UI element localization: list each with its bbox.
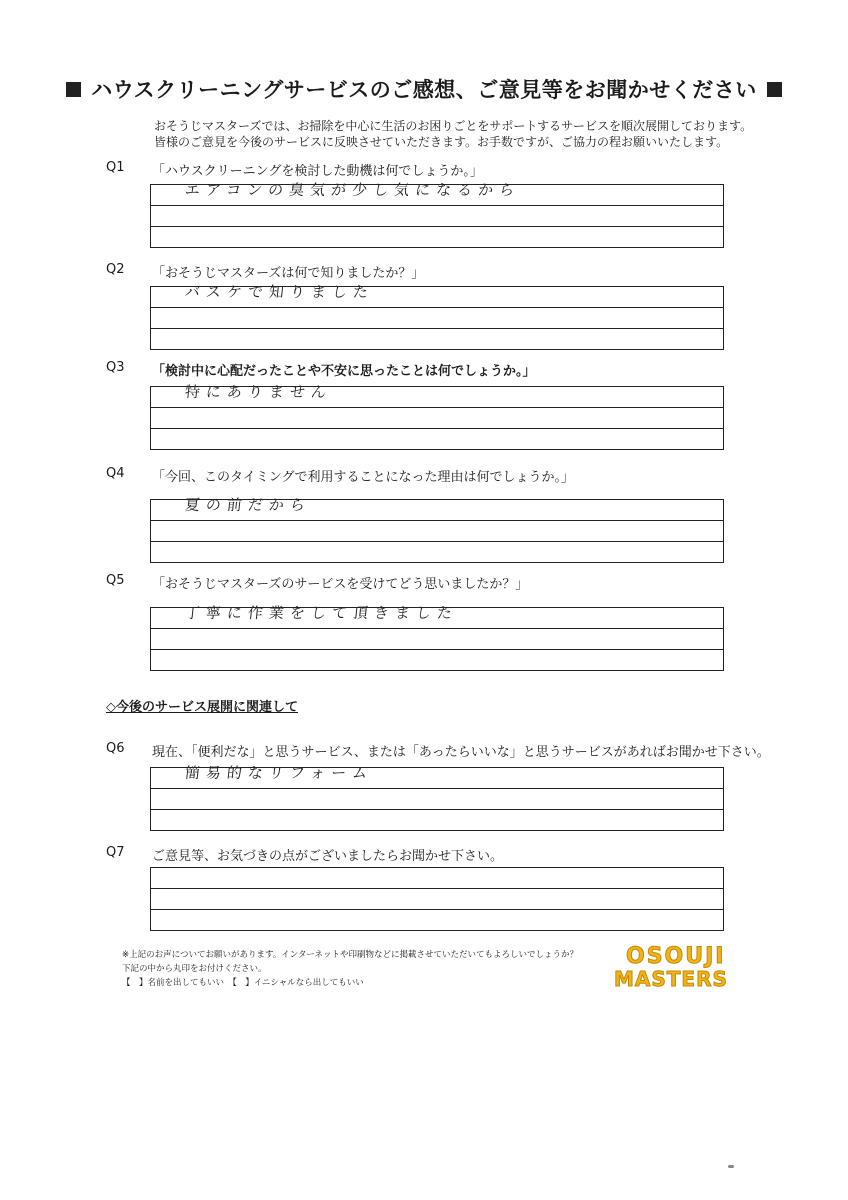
logo-line-2: MASTERS (614, 967, 728, 991)
question-text: 「おそうじマスターズのサービスを受けてどう思いましたか？」 (152, 577, 529, 592)
answer-box[interactable] (150, 283, 724, 350)
question-text: 「ハウスクリーニングを検討した動機は何でしょうか。」 (152, 164, 483, 179)
question-number: Q5 (106, 573, 125, 588)
logo-line-1: OSOUJI (626, 944, 726, 969)
question-number: Q4 (106, 466, 125, 481)
question-text: 「今回、このタイミングで利用することになった理由は何でしょうか。」 (152, 470, 574, 485)
question-text: 現在、「便利だな」と思うサービス、または「あったらいいな」と思うサービスがあればお聞かせ下さい。 (152, 745, 770, 760)
question-number: Q2 (106, 262, 125, 277)
note-options[interactable]: 【 】名前を出してもいい 【 】イニシャルなら出してもいい (122, 978, 364, 988)
handwritten-answer: 夏の前だから (184, 496, 312, 514)
company-logo (612, 944, 742, 992)
question-text: 「検討中に心配だったことや不安に思ったことは何でしょうか。」 (152, 364, 536, 379)
handwritten-answer: 簡易的なリフォーム (184, 764, 375, 782)
page-title: ハウスクリーニングサービスのご感想、ご意見等をお聞かせください (0, 74, 848, 104)
question-number: Q3 (106, 360, 125, 375)
answer-box[interactable] (150, 496, 724, 563)
note-line: 下記の中から丸印をお付けください。 (122, 964, 267, 974)
section-heading: ◇今後のサービス展開に関連して (106, 700, 298, 715)
square-bullet-icon (767, 82, 782, 97)
question-number: Q6 (106, 741, 125, 756)
question-number: Q1 (106, 160, 125, 175)
intro-line: おそうじマスターズでは、お掃除を中心に生活のお困りごとをサポートするサービスを順次展開しております。 (154, 119, 753, 133)
question-text: ご意見等、お気づきの点がございましたらお聞かせ下さい。 (152, 849, 504, 864)
intro-line: 皆様のご意見を今後のサービスに反映させていただきます。お手数ですが、ご協力の程お願いいたします。 (154, 135, 729, 149)
permission-note (122, 948, 578, 990)
answer-box[interactable] (150, 867, 724, 931)
scan-mark (728, 1165, 734, 1168)
handwritten-answer: エアコンの臭気が少し気になるから (184, 181, 522, 199)
handwritten-answer: バスケで知りました (184, 283, 375, 301)
question-text: 「おそうじマスターズは何で知りましたか？」 (152, 266, 425, 281)
answer-box[interactable] (150, 383, 724, 450)
handwritten-answer: 特にありません (184, 383, 333, 401)
handwritten-answer: 丁寧に作業をして頂きました (184, 604, 459, 622)
answer-box[interactable] (150, 764, 724, 831)
note-line: ※上記のお声についてお願いがあります。インターネットや印刷物などに掲載させていただいてもよろしいでしょうか？ (122, 950, 579, 960)
intro-text (154, 118, 752, 150)
answer-box[interactable] (150, 181, 724, 248)
square-bullet-icon (66, 82, 81, 97)
answer-box[interactable] (150, 604, 724, 671)
question-number: Q7 (106, 845, 125, 860)
